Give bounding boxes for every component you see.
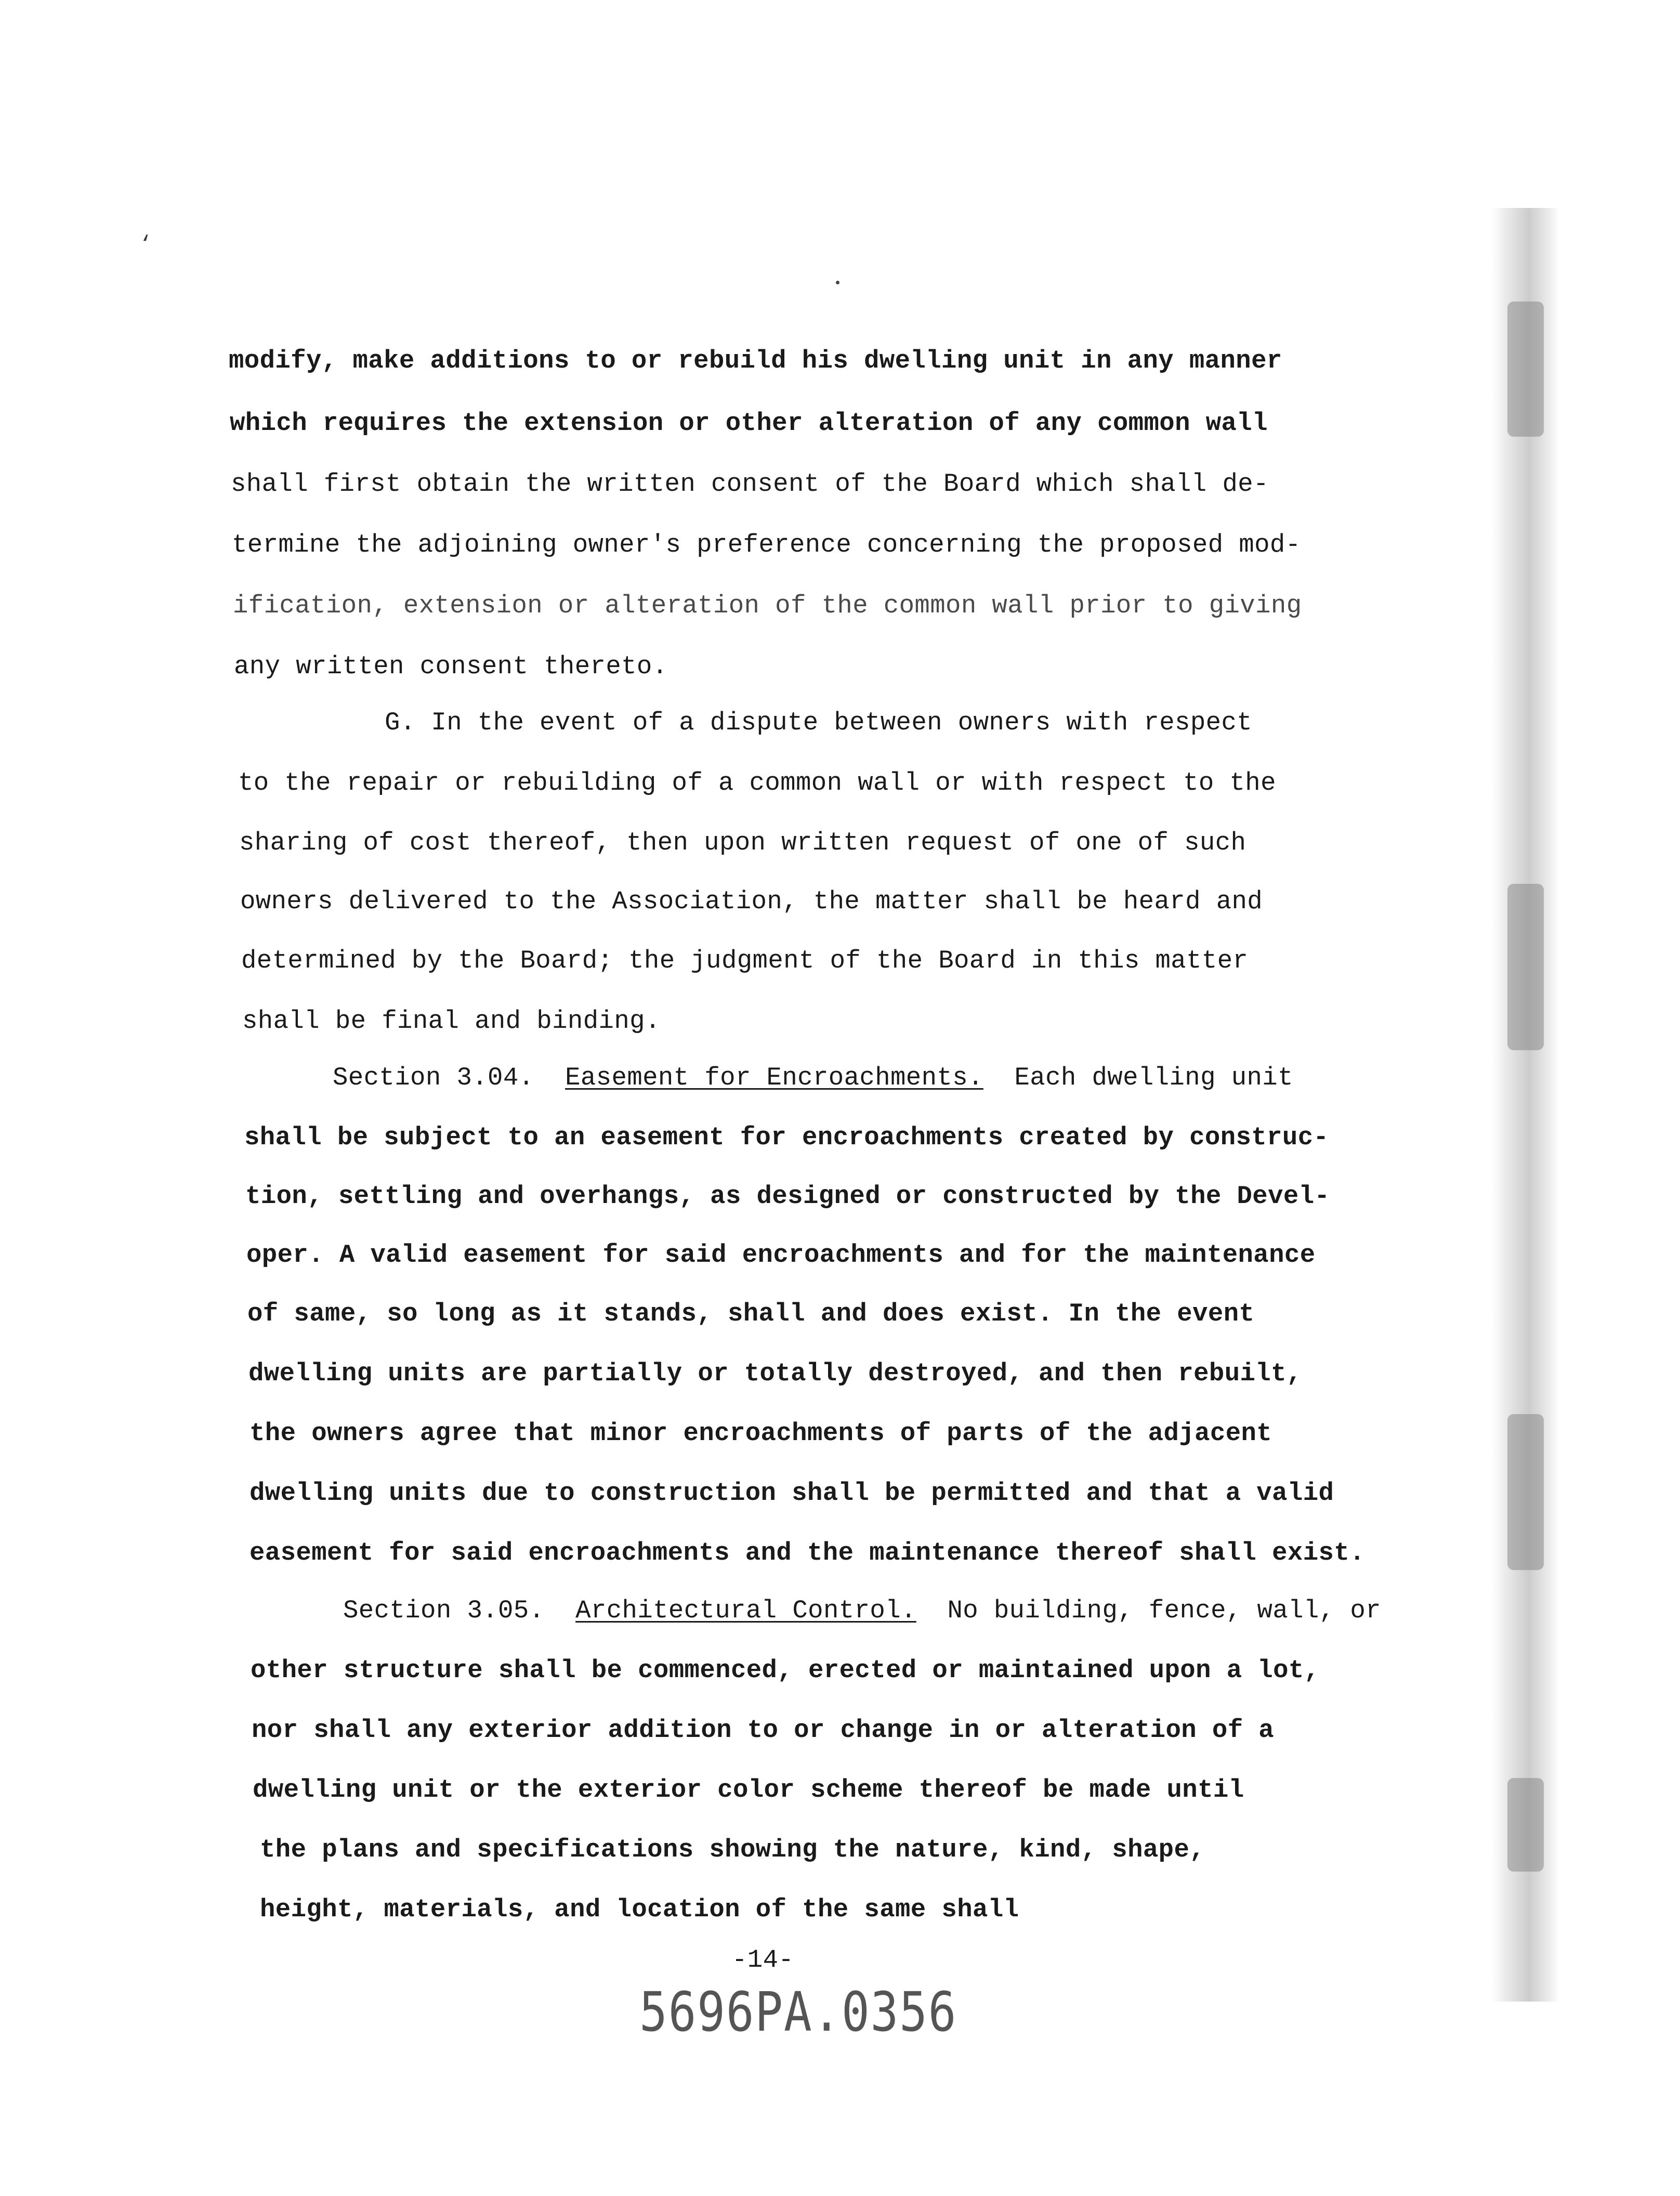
section-number: Section 3.05. (343, 1596, 545, 1625)
text-line: easement for said encroachments and the maintenance thereof shall exist. (250, 1538, 1365, 1567)
text-line: height, materials, and location of the same shall (260, 1895, 1019, 1924)
text-line: ification, extension or alteration of the common wall prior to giving (233, 591, 1302, 620)
text-line: the owners agree that minor encroachments of parts of the adjacent (250, 1419, 1272, 1448)
scanned-page-edge-shadow (1492, 208, 1559, 2002)
text-line: determined by the Board; the judgment of the Board in this matter (241, 946, 1249, 975)
recording-book-page-stamp: 5696PA.0356 (639, 1980, 957, 2044)
text-line: termine the adjoining owner's preference concerning the proposed mod- (232, 530, 1301, 559)
text-line: the plans and specifications showing the nature, kind, shape, (260, 1835, 1205, 1864)
text-line: shall be subject to an easement for encroachments created by construc- (244, 1123, 1329, 1152)
text-line: dwelling unit or the exterior color scheme thereof be made until (253, 1775, 1244, 1805)
section-title: Architectural Control. (575, 1596, 916, 1625)
text-line: shall first obtain the written consent of the Board which shall de- (231, 469, 1269, 499)
text-line: shall be final and binding. (242, 1006, 661, 1036)
section-heading-line (343, 1595, 1381, 1626)
text-line: which requires the extension or other alteration of any common wall (230, 409, 1268, 438)
text-line: dwelling units are partially or totally destroyed, and then rebuilt, (248, 1359, 1302, 1388)
text-line: tion, settling and overhangs, as designed or constructed by the Devel- (245, 1182, 1330, 1211)
text-line: owners delivered to the Association, the matter shall be heard and (240, 887, 1263, 916)
text-line: other structure shall be commenced, erected or maintained upon a lot, (251, 1656, 1320, 1685)
page-number: -14- (732, 1945, 794, 1975)
section-text: Each dwelling unit (1014, 1063, 1293, 1092)
scan-artifact-mark: ‘ (139, 233, 152, 256)
section-text: No building, fence, wall, or (947, 1596, 1381, 1625)
text-line: G. In the event of a dispute between owners with respect (385, 708, 1253, 737)
section-heading-line (333, 1062, 1293, 1093)
text-line: oper. A valid easement for said encroachments and for the maintenance (246, 1240, 1316, 1270)
text-line: of same, so long as it stands, shall and does exist. In the event (247, 1299, 1255, 1328)
text-line: sharing of cost thereof, then upon written request of one of such (239, 828, 1246, 857)
text-line: to the repair or rebuilding of a common wall or with respect to the (238, 768, 1276, 798)
text-line: any written consent thereto. (234, 652, 668, 681)
scan-artifact-dot (836, 281, 839, 284)
text-line: modify, make additions to or rebuild his dwelling unit in any manner (229, 346, 1282, 375)
text-line: dwelling units due to construction shall be permitted and that a valid (250, 1479, 1334, 1508)
section-number: Section 3.04. (333, 1063, 534, 1092)
text-line: nor shall any exterior addition to or change in or alteration of a (252, 1716, 1275, 1745)
section-title: Easement for Encroachments. (565, 1063, 983, 1092)
